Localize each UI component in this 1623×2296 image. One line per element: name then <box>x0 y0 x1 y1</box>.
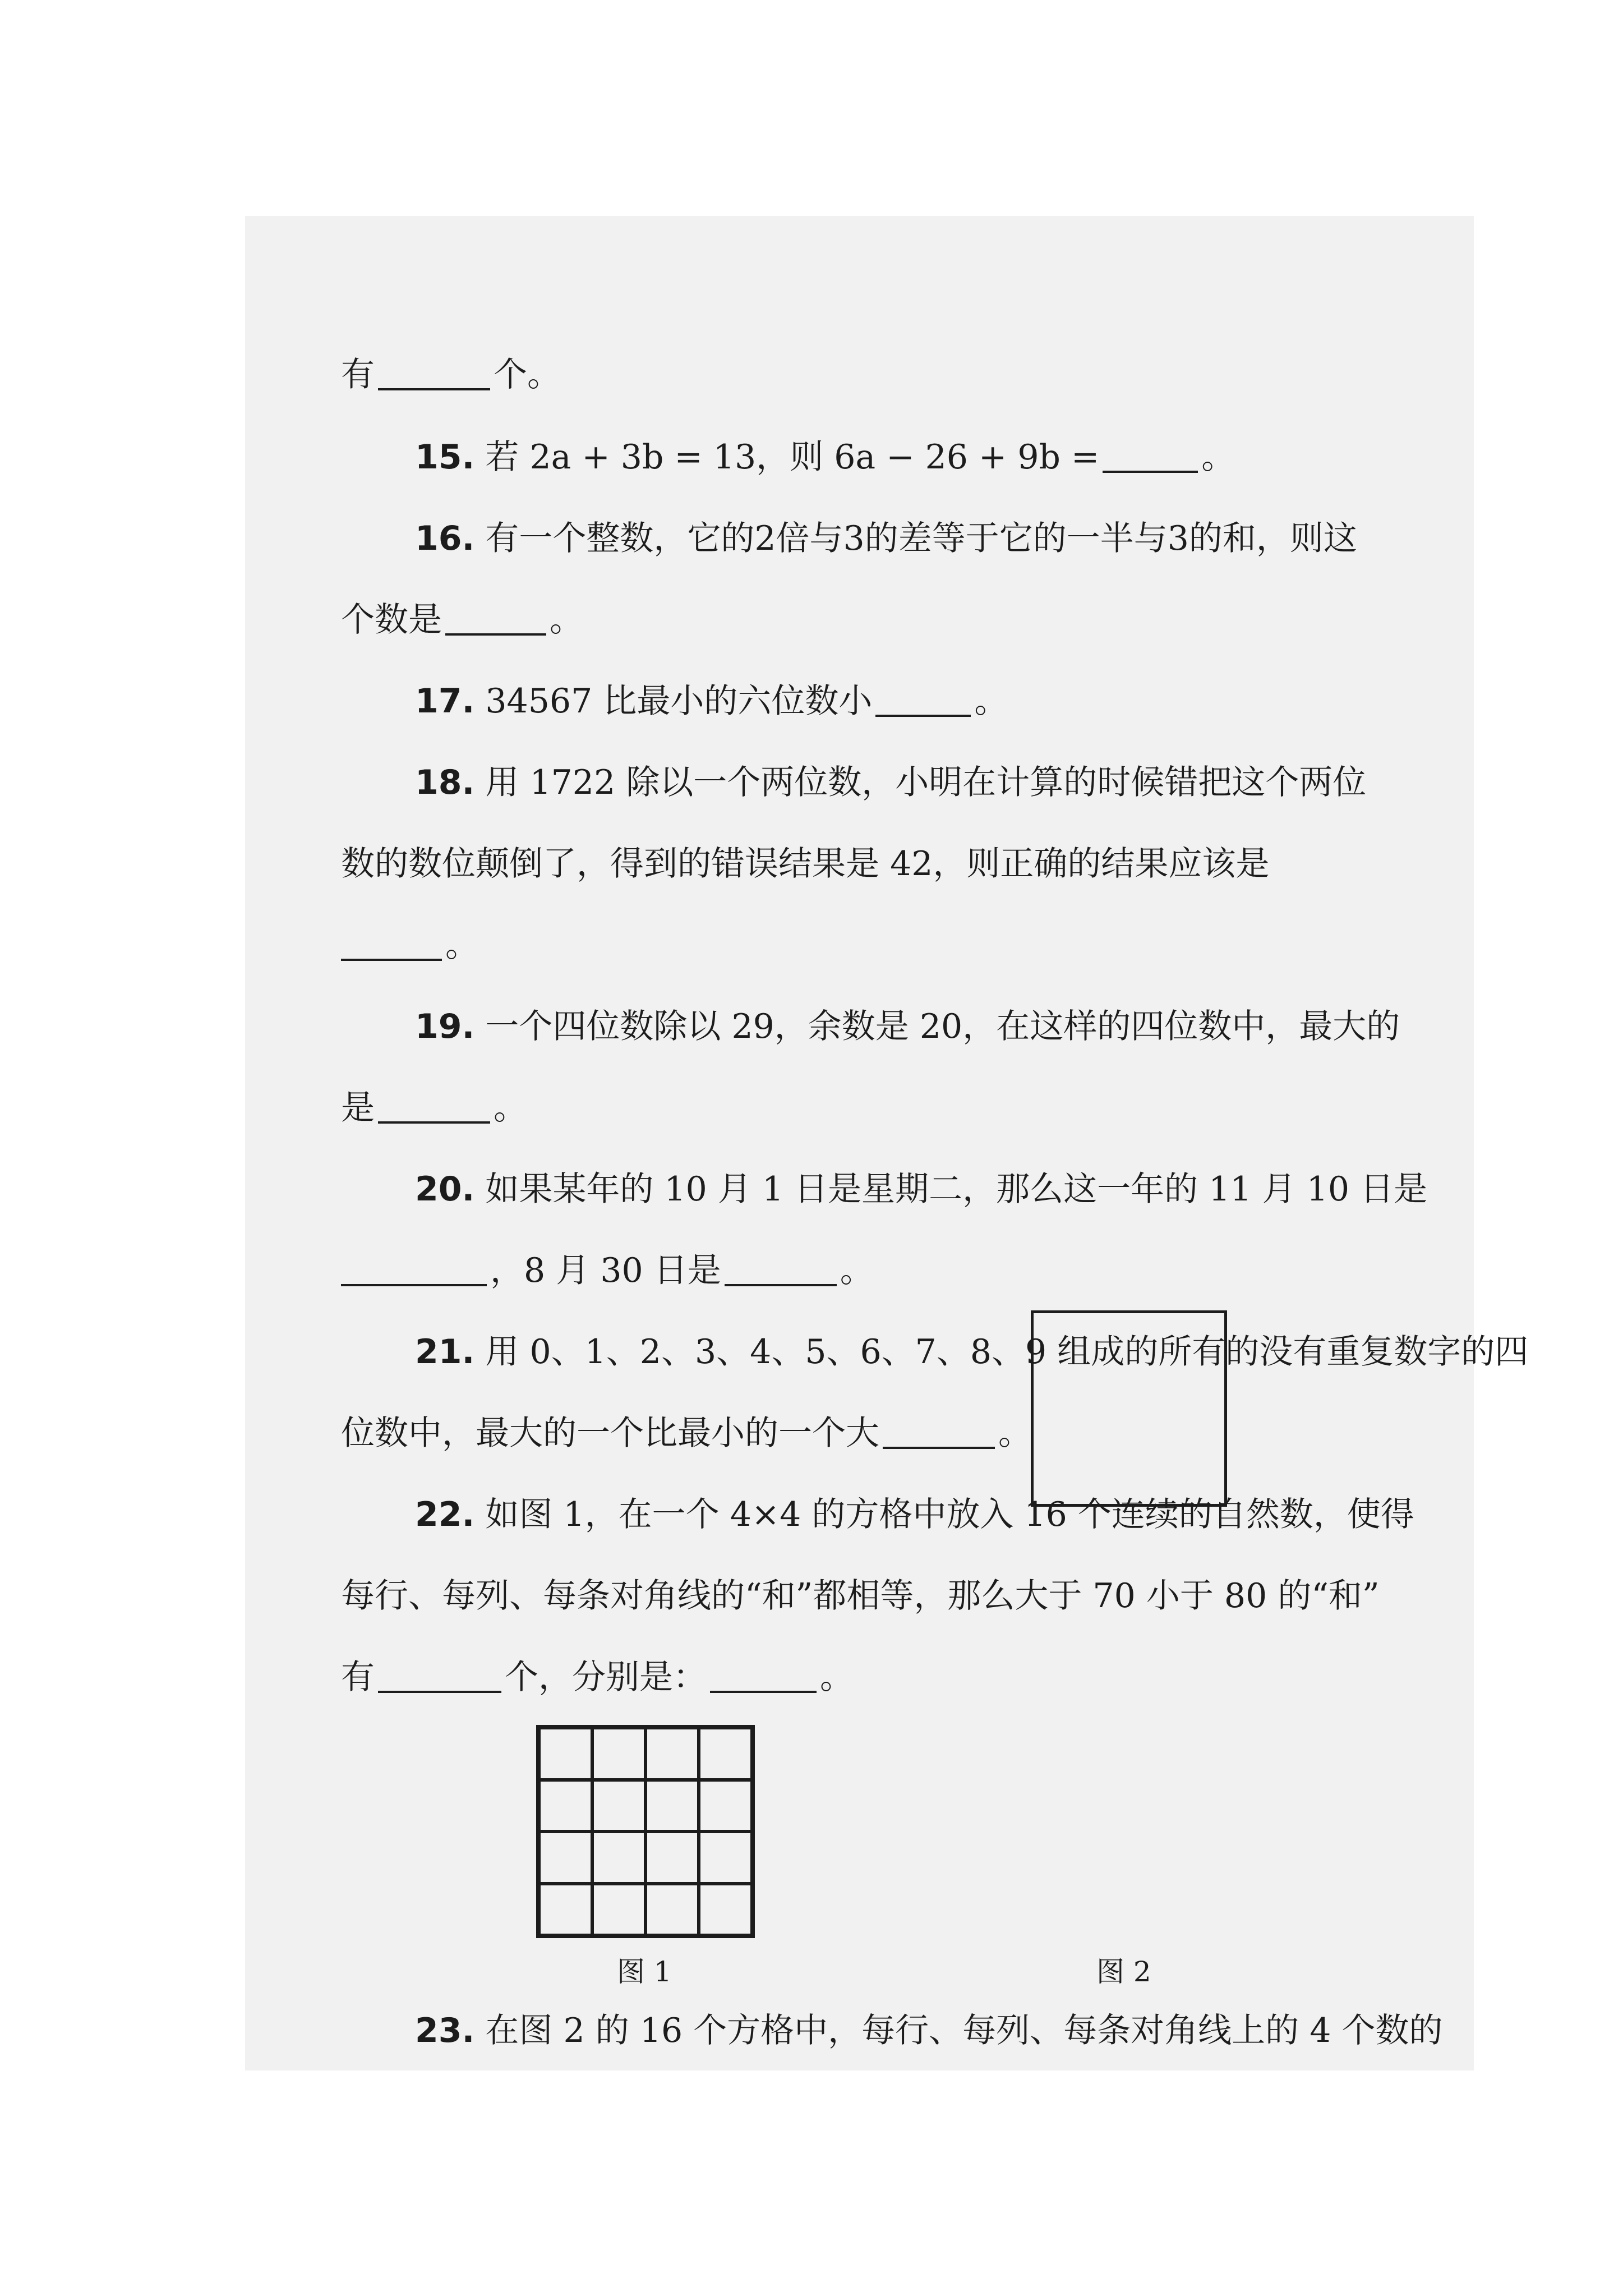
question-18-line1: 18. 用 1722 除以一个两位数，小明在计算的时候错把这个两位 <box>415 763 1367 802</box>
answer-blank[interactable] <box>341 1282 487 1286</box>
answer-blank[interactable] <box>378 386 490 390</box>
answer-blank[interactable] <box>445 631 546 636</box>
figure-1-grid <box>536 1725 755 1938</box>
answer-blank[interactable] <box>1103 468 1198 473</box>
grid-cell <box>645 1884 699 1936</box>
grid-cell <box>645 1728 699 1780</box>
grid-cell <box>539 1832 592 1884</box>
question-18-line3: 。 <box>341 928 479 962</box>
question-21-line2: 位数中，最大的一个比最小的一个大 。 <box>341 1414 1032 1453</box>
grid-cell <box>645 1780 699 1832</box>
figure-2-magic-square-grid <box>1031 1310 1227 1507</box>
bleed-through-text <box>325 519 1413 1924</box>
question-17: 17. 34567 比最小的六位数小 。 <box>415 682 1008 721</box>
question-23-line1: 23. 在图 2 的 16 个方格中，每行、每列、每条对角线上的 4 个数的 <box>415 2011 1443 2050</box>
grid-cell <box>699 1884 752 1936</box>
answer-blank[interactable] <box>883 1444 995 1449</box>
answer-blank[interactable] <box>378 1688 501 1693</box>
question-18-line2: 数的数位颠倒了，得到的错误结果是 42，则正确的结果应该是 <box>341 844 1270 884</box>
question-21-line1: 21. 用 0、1、2、3、4、5、6、7、8、9 组成的所有的没有重复数字的四 <box>415 1332 1529 1372</box>
question-16-line2: 个数是 。 <box>341 600 583 639</box>
question-19-line2: 是 。 <box>341 1088 527 1128</box>
answer-blank[interactable] <box>725 1282 837 1286</box>
figure-1-caption: 图 1 <box>617 1955 672 1988</box>
grid-cell <box>592 1832 645 1884</box>
figure-2-caption: 图 2 <box>1096 1955 1151 1988</box>
question-22-line2: 每行、每列、每条对角线的“和”都相等，那么大于 70 小于 80 的“和” <box>341 1576 1380 1616</box>
question-15: 15. 若 2a + 3b = 13，则 6a − 26 + 9b = 。 <box>415 438 1235 477</box>
grid-cell <box>539 1780 592 1832</box>
q14-tail: 有 个。 <box>341 355 561 394</box>
grid-cell <box>592 1884 645 1936</box>
grid-cell <box>539 1884 592 1936</box>
answer-blank[interactable] <box>875 712 971 717</box>
question-20-line1: 20. 如果某年的 10 月 1 日是星期二，那么这一年的 11 月 10 日是 <box>415 1170 1428 1209</box>
answer-blank[interactable] <box>378 1119 490 1124</box>
grid-cell <box>699 1728 752 1780</box>
answer-blank[interactable] <box>341 956 442 961</box>
grid-cell <box>539 1728 592 1780</box>
question-16-line1: 16. 有一个整数，它的2倍与3的差等于它的一半与3的和，则这 <box>415 519 1357 558</box>
grid-cell <box>592 1728 645 1780</box>
answer-blank[interactable] <box>710 1688 817 1693</box>
question-19-line1: 19. 一个四位数除以 29，余数是 20，在这样的四位数中，最大的 <box>415 1007 1400 1046</box>
question-22-line3: 有 个，分别是： 。 <box>341 1658 854 1697</box>
question-22-line1: 22. 如图 1，在一个 4×4 的方格中放入 16 个连续的自然数，使得 <box>415 1495 1414 1534</box>
grid-cell <box>645 1832 699 1884</box>
grid-cell <box>699 1832 752 1884</box>
question-20-line2: ，8 月 30 日是 。 <box>341 1254 874 1287</box>
grid-cell <box>592 1780 645 1832</box>
grid-cell <box>699 1780 752 1832</box>
